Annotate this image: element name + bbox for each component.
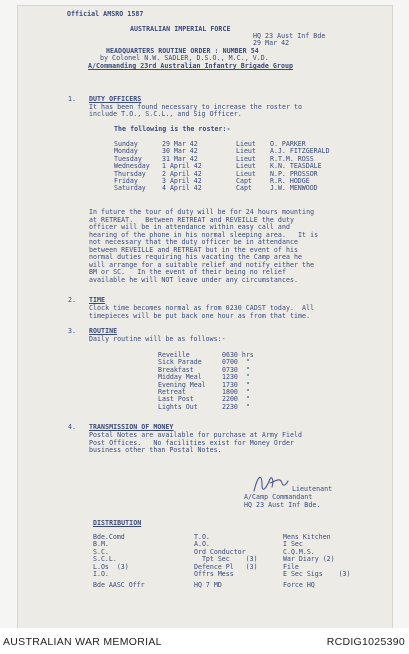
roster-date: 1 April 42 bbox=[162, 162, 202, 171]
section-1-line: include T.O., S.C.L., and Sig Officer. bbox=[89, 110, 242, 118]
roster-name: R.T.M. ROSS bbox=[270, 154, 314, 163]
roster-name: R.R. HODGE bbox=[270, 176, 310, 185]
routine-time: 1230 " bbox=[222, 373, 250, 382]
routine-time: 0700 " bbox=[222, 358, 250, 367]
duty-paragraph-line: at RETREAT. Between RETREAT and REVEILLE the duty bbox=[89, 215, 295, 224]
roster-date: 30 Mar 42 bbox=[162, 147, 198, 156]
distribution-entry: E Sec Sigs (3) bbox=[283, 569, 351, 578]
distribution-entry: B.M. bbox=[93, 540, 109, 549]
order-date: 29 Mar 42 bbox=[253, 39, 290, 47]
distribution-entry: Offrs Mess bbox=[194, 569, 234, 578]
section-4-line: business other than Postal Notes. bbox=[89, 446, 222, 454]
roster-intro: The following is the roster:- bbox=[114, 125, 231, 133]
routine-time: 2230 " bbox=[222, 402, 250, 411]
distribution-entry: L.Os (3) bbox=[93, 562, 129, 571]
by-line: by Colonel N.W. SADLER, D.S.O., M.C., V.D. bbox=[100, 54, 269, 62]
roster-day: Monday bbox=[114, 147, 138, 156]
duty-paragraph-line: available he will NOT leave under any circumstances. bbox=[89, 275, 299, 284]
roster-rank: Lieut bbox=[236, 140, 256, 148]
distribution-entry: T.O. bbox=[194, 533, 210, 541]
distribution-entry: I Sec bbox=[283, 540, 303, 549]
roster-day: Friday bbox=[114, 176, 138, 185]
duty-paragraph-line: will arrange for a suitable relief and notify either the bbox=[89, 260, 315, 269]
roster-date: 2 April 42 bbox=[162, 169, 202, 178]
routine-intro: Daily routine will be as follows:- bbox=[89, 335, 226, 343]
duty-paragraph-line: BM or SC. In the event of their being no relief bbox=[89, 268, 286, 276]
archive-name: AUSTRALIAN WAR MEMORIAL bbox=[3, 636, 162, 648]
distribution-entry: S.C.L. bbox=[93, 555, 117, 564]
roster-rank: Capt bbox=[236, 176, 252, 185]
archive-footer bbox=[0, 628, 409, 654]
section-4-line: Postal Notes are available for purchase at Army Field bbox=[89, 431, 303, 439]
section-4-heading: TRANSMISSION OF MONEY bbox=[89, 423, 174, 431]
distribution-entry: S.C. bbox=[93, 547, 109, 556]
signatory-rank: Lieutenant bbox=[292, 485, 333, 493]
routine-item: Retreat bbox=[158, 387, 186, 396]
routine-time: 0730 " bbox=[222, 365, 250, 374]
distribution-heading: DISTRIBUTION bbox=[93, 519, 142, 527]
distribution-entry: War Diary (2) bbox=[283, 555, 335, 564]
duty-paragraph-line: officer will be in attendance within easy call and bbox=[89, 223, 290, 231]
section-3-number: 3. bbox=[68, 327, 77, 335]
section-1-line: It has been found necessary to increase the roster to bbox=[89, 103, 303, 111]
roster-day: Wednesday bbox=[114, 162, 150, 171]
roster-date: 31 Mar 42 bbox=[162, 154, 198, 163]
roster-name: K.N. TEASDALE bbox=[270, 162, 322, 171]
section-4-line: Post Offices. No facilities exist for Money Order bbox=[89, 438, 295, 447]
distribution-entry: Tpt Sec (3) bbox=[194, 555, 258, 564]
distribution-entry: Bde AASC Offr bbox=[93, 581, 145, 590]
routine-item: Last Post bbox=[158, 395, 194, 404]
duty-paragraph-line: normal duties requiring his vacating the Camp area he bbox=[89, 253, 303, 261]
signatory-role: A/Camp Commandant bbox=[244, 493, 313, 501]
roster-rank: Lieut bbox=[236, 162, 256, 171]
section-2-line: timepieces will be put back one hour as from that time. bbox=[89, 311, 311, 320]
archive-record-id: RCDIG1025390 bbox=[326, 636, 405, 648]
routine-item: Lights Out bbox=[158, 402, 198, 411]
distribution-entry: File bbox=[283, 562, 299, 571]
order-title: HEADQUARTERS ROUTINE ORDER : NUMBER 54 bbox=[106, 47, 259, 55]
roster-day: Saturday bbox=[114, 184, 146, 193]
roster-rank: Capt bbox=[236, 184, 252, 193]
roster-rank: Lieut bbox=[236, 169, 256, 178]
routine-item: Sick Parade bbox=[158, 358, 202, 367]
roster-day: Sunday bbox=[114, 140, 138, 148]
roster-date: 3 April 42 bbox=[162, 176, 202, 185]
roster-name: N.P. PROSSOR bbox=[270, 169, 318, 178]
section-2-line: Clock time becomes normal as from 0230 CADST today. All bbox=[89, 304, 315, 312]
unit-header: HQ 23 Aust Inf Bde bbox=[253, 32, 326, 40]
routine-time: 0630 hrs bbox=[222, 351, 254, 359]
roster-name: O. PARKER bbox=[270, 140, 306, 148]
roster-rank: Lieut bbox=[236, 154, 256, 163]
section-1-number: 1. bbox=[68, 95, 77, 103]
signatory-unit: HQ 23 Aust Inf Bde. bbox=[244, 501, 321, 509]
duty-paragraph-line: not necessary that the duty officer be in attendance bbox=[89, 238, 299, 246]
roster-day: Thursday bbox=[114, 169, 146, 178]
routine-item: Midday Meal bbox=[158, 373, 202, 382]
section-1-heading: DUTY OFFICERS bbox=[89, 95, 142, 103]
distribution-entry: Force HQ bbox=[283, 581, 315, 590]
distribution-entry: HQ 7 MD bbox=[194, 581, 222, 590]
routine-time: 1730 " bbox=[222, 380, 250, 389]
duty-paragraph-line: hearing of the phone in his normal sleeping area. It is bbox=[89, 230, 319, 239]
distribution-entry: Bde.Comd bbox=[93, 533, 125, 541]
duty-paragraph-line: between REVEILLE and RETREAT but in the event of his bbox=[89, 245, 299, 254]
roster-day: Tuesday bbox=[114, 154, 142, 163]
roster-rank: Lieut bbox=[236, 147, 256, 156]
roster-date: 4 April 42 bbox=[162, 184, 202, 193]
distribution-entry: I.O. bbox=[93, 569, 109, 578]
official-reference: Official AMSRO 1587 bbox=[67, 10, 144, 18]
routine-item: Breakfast bbox=[158, 365, 194, 374]
force-title: AUSTRALIAN IMPERIAL FORCE bbox=[130, 25, 231, 33]
distribution-entry: Ord Conductor bbox=[194, 547, 246, 556]
routine-time: 1800 " bbox=[222, 387, 250, 396]
commanding-line: A/Commanding 23rd Australian Infantry Brigade Group bbox=[88, 62, 294, 70]
duty-paragraph-line: In future the tour of duty will be for 24 hours mounting bbox=[89, 208, 315, 216]
distribution-entry: A.O. bbox=[194, 540, 210, 549]
roster-name: A.J. FITZGERALD bbox=[270, 147, 330, 156]
routine-item: Reveille bbox=[158, 351, 190, 359]
section-2-number: 2. bbox=[68, 296, 77, 304]
routine-time: 2200 " bbox=[222, 395, 250, 404]
distribution-entry: C.Q.M.S. bbox=[283, 547, 315, 556]
distribution-entry: Mens Kitchen bbox=[283, 533, 331, 541]
section-3-heading: ROUTINE bbox=[89, 327, 118, 335]
roster-name: J.W. MENWOOD bbox=[270, 184, 318, 193]
distribution-entry: Defence Pl (3) bbox=[194, 562, 258, 571]
section-2-heading: TIME bbox=[89, 296, 106, 304]
roster-date: 29 Mar 42 bbox=[162, 140, 198, 148]
section-4-number: 4. bbox=[68, 423, 77, 431]
routine-item: Evening Meal bbox=[158, 380, 206, 389]
